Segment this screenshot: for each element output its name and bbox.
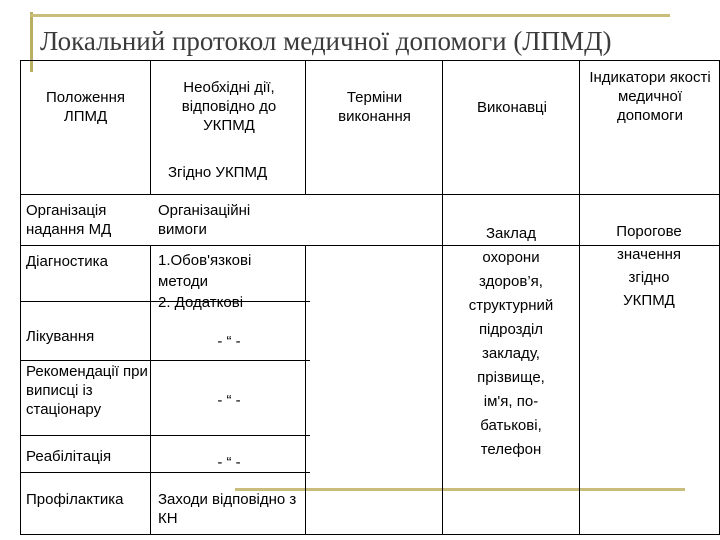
row-divider: [20, 360, 310, 361]
indicators-line: УКПМД: [623, 292, 675, 309]
executors-line: охорони: [482, 249, 540, 266]
executors-line: ім'я, по-: [483, 393, 539, 410]
col-divider: [150, 245, 151, 535]
executors-line: закладу,: [482, 345, 540, 362]
action-treatment: - “ -: [217, 333, 241, 350]
executors-line: прізвище,: [477, 369, 545, 386]
header-executors: Виконавці: [477, 99, 547, 116]
table-border-bottom: [20, 534, 720, 535]
protocol-table: [20, 60, 720, 535]
header-actions: Необхідні дії, відповідно до УКПМД: [181, 79, 277, 134]
col-divider: [442, 60, 443, 535]
action-prevention: Заходи відповідно з КН: [158, 491, 297, 527]
header-indicators: Індикатори якості медичної допомоги: [589, 69, 711, 124]
indicators-line: Порогове: [616, 223, 682, 240]
col-divider: [579, 60, 580, 535]
header-divider: [20, 194, 720, 195]
executors-line: структурний: [468, 297, 554, 314]
row-label-organization: Організація надання МД: [26, 202, 112, 238]
row-divider: [20, 472, 310, 473]
decorative-top-rule: [30, 14, 670, 17]
executors-line: Заклад: [486, 225, 536, 242]
header-position: Положення ЛПМД: [46, 89, 125, 125]
col-divider: [305, 245, 306, 535]
action-diagnostics-item: 2. Додаткові: [158, 294, 244, 311]
executors-cell: [445, 222, 577, 462]
indicators-line: згідно: [628, 269, 670, 286]
action-organization: Організаційні вимоги: [158, 202, 251, 238]
row-label-rehabilitation: Реабілітація: [26, 448, 112, 465]
indicators-line: значення: [616, 246, 682, 263]
executors-line: телефон: [480, 441, 542, 458]
header-deadlines: Терміни виконання: [338, 89, 411, 125]
table-border-top: [20, 60, 720, 61]
col-divider: [150, 60, 151, 194]
indicators-cell: [583, 220, 715, 312]
action-diagnostics: [158, 250, 300, 313]
table-border-left: [20, 60, 21, 535]
row-divider: [20, 435, 310, 436]
action-discharge: - “ -: [217, 392, 241, 409]
executors-line: здоров’я,: [479, 273, 543, 290]
row-label-diagnostics: Діагностика: [26, 253, 108, 270]
action-diagnostics-item: 1.Обов'язкові методи: [158, 252, 252, 290]
subheader-ukpmd: Згідно УКПМД: [168, 164, 268, 181]
row-label-treatment: Лікування: [26, 328, 95, 345]
action-rehabilitation: - “ -: [217, 454, 241, 471]
executors-line: підрозділ: [478, 321, 544, 338]
executors-line: батькові,: [480, 417, 542, 434]
row-label-discharge-recommendations: Рекомендації при виписці із стаціонару: [26, 363, 148, 418]
slide-title: Локальний протокол медичної допомоги (ЛПМД): [40, 26, 612, 56]
row-label-prevention: Профілактика: [26, 491, 124, 508]
